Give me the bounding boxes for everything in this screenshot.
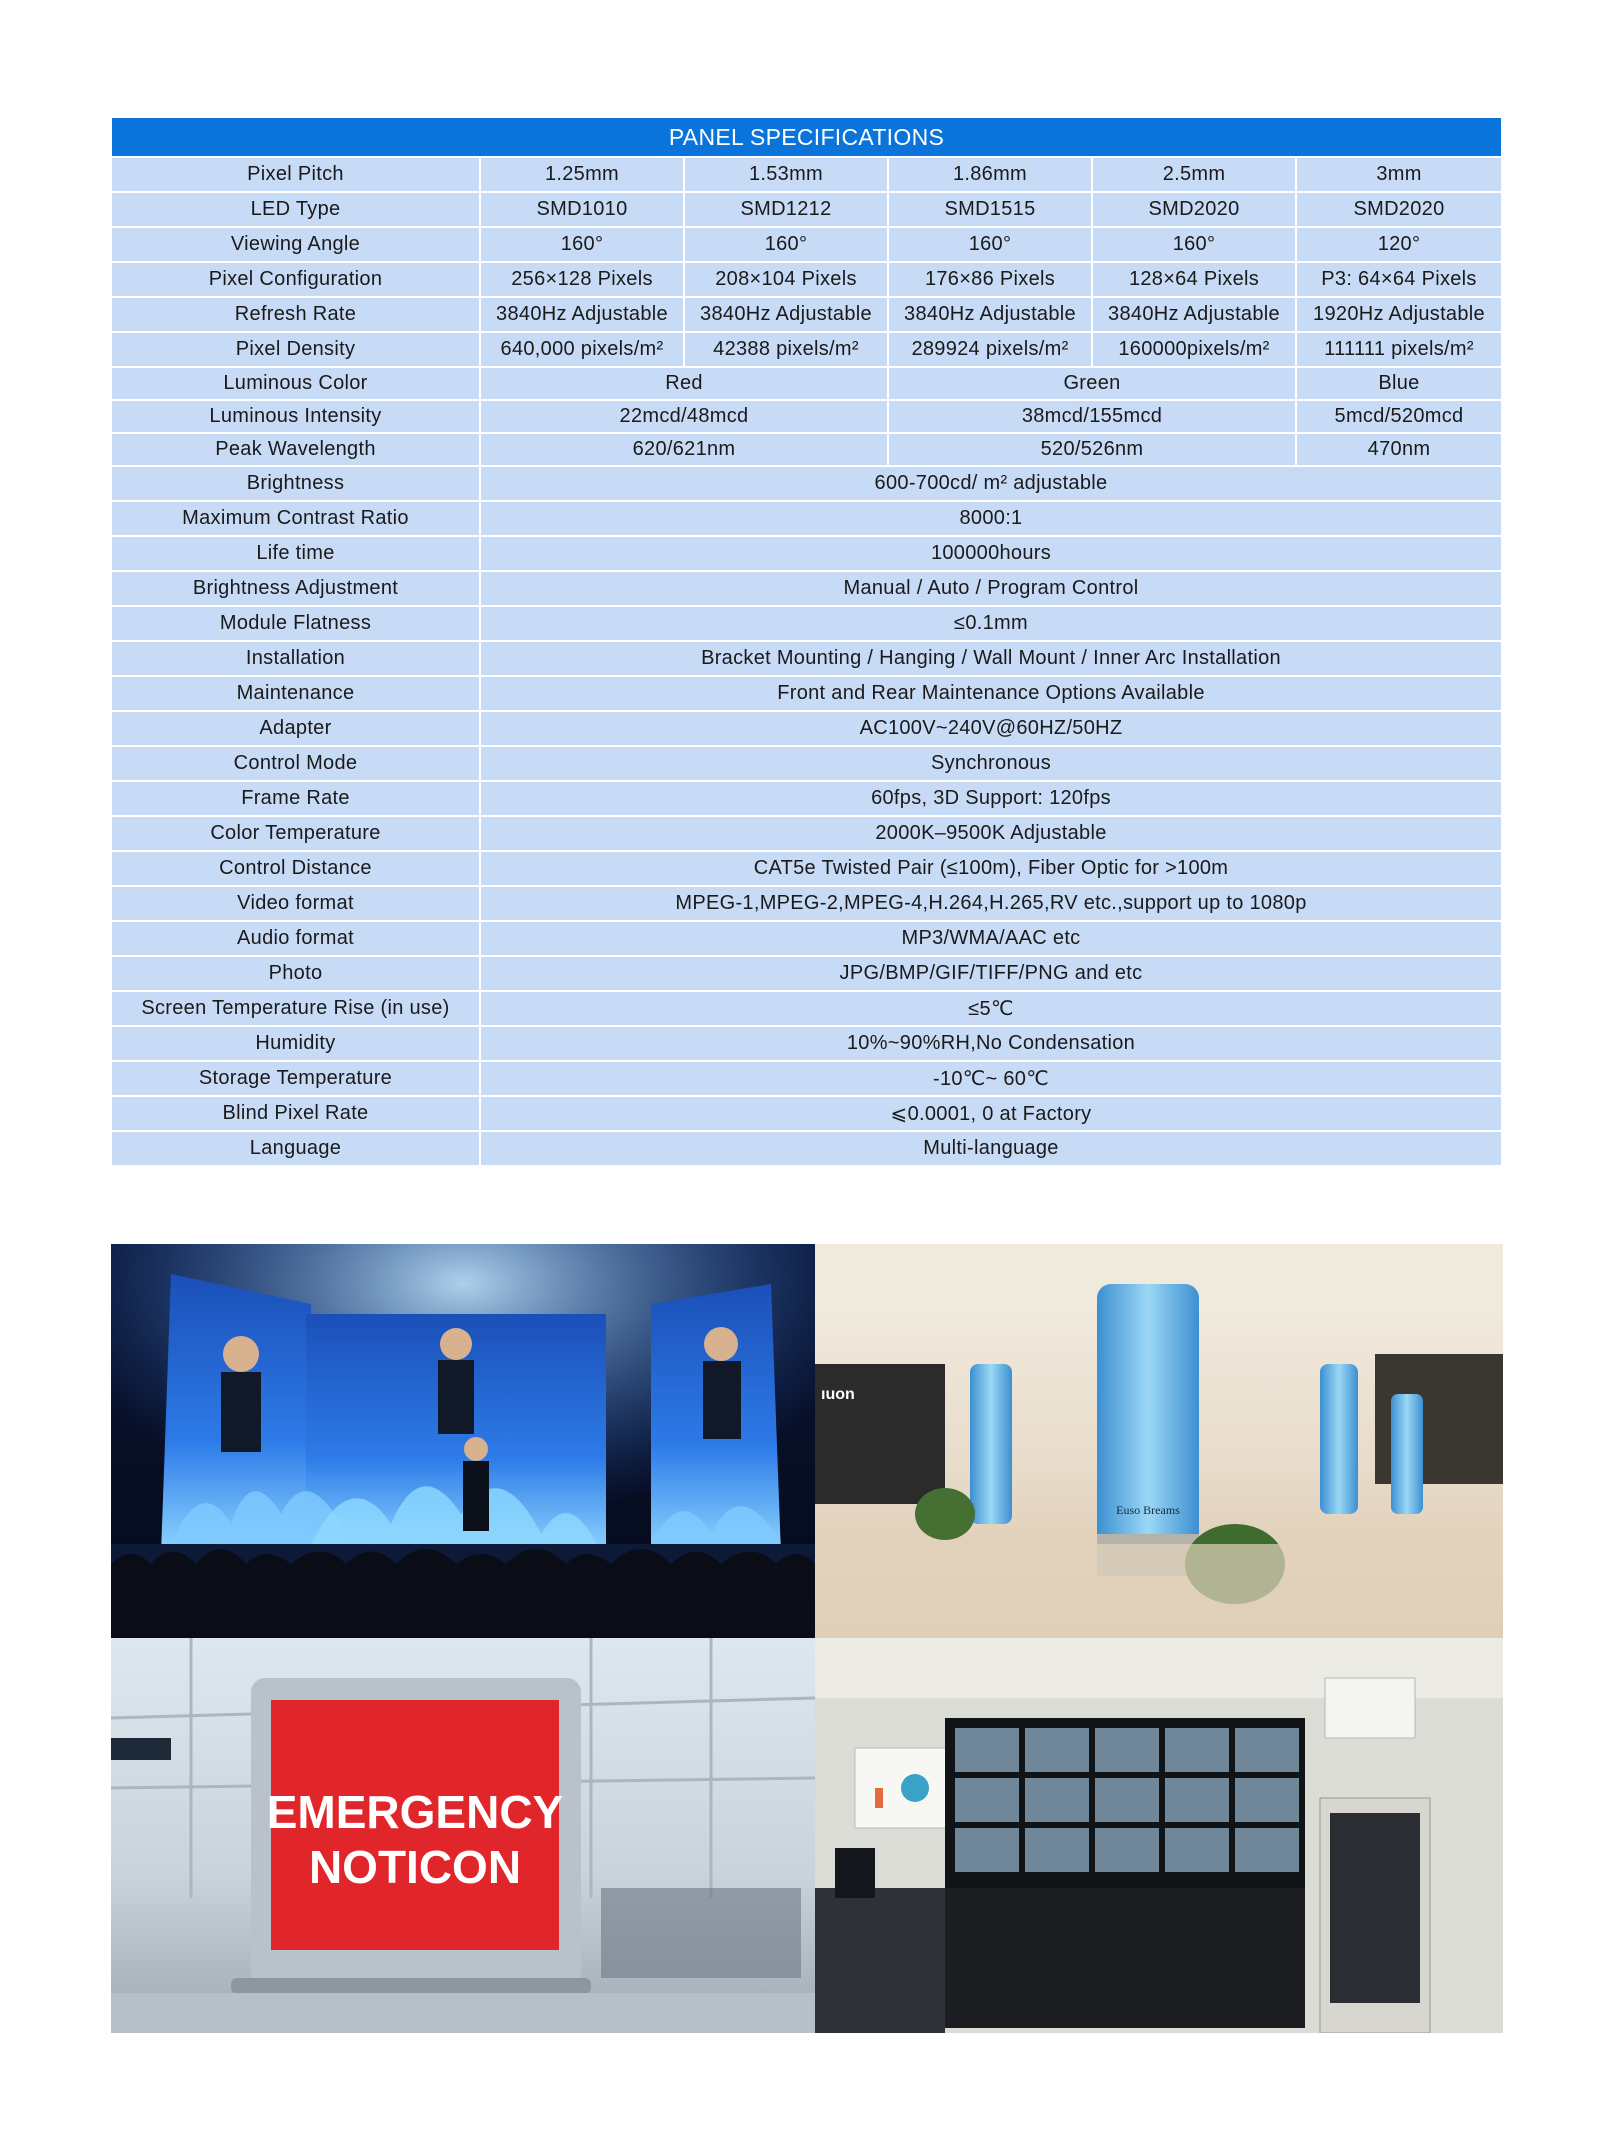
spec-value: SMD1212 — [684, 192, 888, 227]
spec-value: 160° — [888, 227, 1092, 262]
spec-value: P3: 64×64 Pixels — [1296, 262, 1502, 297]
shopping-mall-photo — [815, 1244, 1503, 1638]
spec-label: Storage Temperature — [111, 1061, 480, 1096]
application-gallery — [111, 1244, 1503, 2033]
spec-row-humidity — [111, 1026, 1502, 1061]
spec-row-storage-temperature — [111, 1061, 1502, 1096]
emergency-sign-line2: NOTICON — [308, 1841, 522, 1893]
spec-value: 60fps, 3D Support: 120fps — [480, 781, 1502, 816]
spec-value: 3mm — [1296, 157, 1502, 192]
spec-label: Maintenance — [111, 676, 480, 711]
spec-row-video-format — [111, 886, 1502, 921]
spec-value: Front and Rear Maintenance Options Available — [480, 676, 1502, 711]
spec-value: SMD2020 — [1296, 192, 1502, 227]
spec-value: Green — [888, 367, 1296, 400]
spec-value: 160° — [480, 227, 684, 262]
spec-label: LED Type — [111, 192, 480, 227]
spec-label: Screen Temperature Rise (in use) — [111, 991, 480, 1026]
spec-row-peak-wavelength — [111, 433, 1502, 466]
spec-value: 3840Hz Adjustable — [480, 297, 684, 332]
spec-label: Photo — [111, 956, 480, 991]
spec-row-luminous-color — [111, 367, 1502, 400]
spec-value: 256×128 Pixels — [480, 262, 684, 297]
spec-value: 2000K–9500K Adjustable — [480, 816, 1502, 851]
panel-specifications-table — [110, 116, 1503, 1167]
spec-row-maintenance — [111, 676, 1502, 711]
spec-value: Multi-language — [480, 1131, 1502, 1166]
spec-value: 160000pixels/m² — [1092, 332, 1296, 367]
concert-stage-illustration — [111, 1244, 815, 1638]
spec-value: Bracket Mounting / Hanging / Wall Mount / Inner Arc Installation — [480, 641, 1502, 676]
spec-value: MP3/WMA/AAC etc — [480, 921, 1502, 956]
airport-emergency-sign-photo — [111, 1638, 815, 2033]
spec-value: 120° — [1296, 227, 1502, 262]
spec-label: Pixel Configuration — [111, 262, 480, 297]
spec-value: 128×64 Pixels — [1092, 262, 1296, 297]
spec-value: 8000:1 — [480, 501, 1502, 536]
spec-value: 100000hours — [480, 536, 1502, 571]
mall-storefront-text: ıuon — [821, 1386, 855, 1403]
spec-value: -10℃~ 60℃ — [480, 1061, 1502, 1096]
spec-label: Maximum Contrast Ratio — [111, 501, 480, 536]
spec-value: JPG/BMP/GIF/TIFF/PNG and etc — [480, 956, 1502, 991]
spec-label: Language — [111, 1131, 480, 1166]
spec-value: ≤5℃ — [480, 991, 1502, 1026]
spec-label: Color Temperature — [111, 816, 480, 851]
mall-pillar-brand: Euso Breams — [1116, 1503, 1180, 1517]
spec-value: 1920Hz Adjustable — [1296, 297, 1502, 332]
spec-value: 111111 pixels/m² — [1296, 332, 1502, 367]
spec-value: 3840Hz Adjustable — [684, 297, 888, 332]
spec-value: Red — [480, 367, 888, 400]
spec-row-maximum-contrast-ratio — [111, 501, 1502, 536]
spec-value: 160° — [684, 227, 888, 262]
spec-row-viewing-angle — [111, 227, 1502, 262]
spec-value: 520/526nm — [888, 433, 1296, 466]
spec-value: 38mcd/155mcd — [888, 400, 1296, 433]
spec-row-control-mode — [111, 746, 1502, 781]
spec-row-life-time — [111, 536, 1502, 571]
spec-value: MPEG-1,MPEG-2,MPEG-4,H.264,H.265,RV etc.,support up to 1080p — [480, 886, 1502, 921]
spec-value: Blue — [1296, 367, 1502, 400]
spec-value: SMD1515 — [888, 192, 1092, 227]
spec-label: Installation — [111, 641, 480, 676]
spec-label: Peak Wavelength — [111, 433, 480, 466]
spec-row-refresh-rate — [111, 297, 1502, 332]
spec-row-pixel-configuration — [111, 262, 1502, 297]
spec-label: Audio format — [111, 921, 480, 956]
table-title: PANEL SPECIFICATIONS — [111, 117, 1502, 157]
spec-row-screen-temperature-rise-in-use — [111, 991, 1502, 1026]
spec-value: 176×86 Pixels — [888, 262, 1092, 297]
spec-row-adapter — [111, 711, 1502, 746]
spec-row-audio-format — [111, 921, 1502, 956]
spec-value: 600-700cd/ m² adjustable — [480, 466, 1502, 501]
spec-label: Control Distance — [111, 851, 480, 886]
spec-row-led-type — [111, 192, 1502, 227]
spec-label: Video format — [111, 886, 480, 921]
spec-row-blind-pixel-rate — [111, 1096, 1502, 1131]
spec-label: Frame Rate — [111, 781, 480, 816]
spec-label: Brightness — [111, 466, 480, 501]
emergency-sign-line1: EMERGENCY — [266, 1786, 564, 1838]
spec-value: 2.5mm — [1092, 157, 1296, 192]
spec-label: Life time — [111, 536, 480, 571]
airport-emergency-sign-illustration — [111, 1638, 815, 2033]
spec-label: Brightness Adjustment — [111, 571, 480, 606]
spec-row-control-distance — [111, 851, 1502, 886]
spec-value: 22mcd/48mcd — [480, 400, 888, 433]
control-room-video-wall-photo — [815, 1638, 1503, 2033]
spec-row-color-temperature — [111, 816, 1502, 851]
concert-stage-photo — [111, 1244, 815, 1638]
spec-value: SMD1010 — [480, 192, 684, 227]
spec-value: 3840Hz Adjustable — [1092, 297, 1296, 332]
spec-table-body — [111, 117, 1502, 1166]
spec-label: Viewing Angle — [111, 227, 480, 262]
spec-value: 3840Hz Adjustable — [888, 297, 1092, 332]
shopping-mall-illustration — [815, 1244, 1503, 1638]
spec-value: SMD2020 — [1092, 192, 1296, 227]
spec-label: Module Flatness — [111, 606, 480, 641]
spec-row-pixel-density — [111, 332, 1502, 367]
control-room-illustration — [815, 1638, 1503, 2033]
spec-label: Refresh Rate — [111, 297, 480, 332]
spec-row-photo — [111, 956, 1502, 991]
spec-value: 620/621nm — [480, 433, 888, 466]
table-header-row — [111, 117, 1502, 157]
spec-row-language — [111, 1131, 1502, 1166]
spec-value: 470nm — [1296, 433, 1502, 466]
spec-row-frame-rate — [111, 781, 1502, 816]
spec-row-module-flatness — [111, 606, 1502, 641]
spec-label: Control Mode — [111, 746, 480, 781]
spec-label: Luminous Color — [111, 367, 480, 400]
spec-value: Manual / Auto / Program Control — [480, 571, 1502, 606]
spec-value: 208×104 Pixels — [684, 262, 888, 297]
spec-value: ⩽0.0001, 0 at Factory — [480, 1096, 1502, 1131]
spec-label: Blind Pixel Rate — [111, 1096, 480, 1131]
spec-value: 289924 pixels/m² — [888, 332, 1092, 367]
spec-value: CAT5e Twisted Pair (≤100m), Fiber Optic for >100m — [480, 851, 1502, 886]
spec-value: 160° — [1092, 227, 1296, 262]
spec-value: 42388 pixels/m² — [684, 332, 888, 367]
spec-row-pixel-pitch — [111, 157, 1502, 192]
spec-label: Pixel Density — [111, 332, 480, 367]
spec-value: 640,000 pixels/m² — [480, 332, 684, 367]
spec-row-brightness-adjustment — [111, 571, 1502, 606]
spec-label: Adapter — [111, 711, 480, 746]
spec-value: 1.25mm — [480, 157, 684, 192]
spec-value: 5mcd/520mcd — [1296, 400, 1502, 433]
spec-value: ≤0.1mm — [480, 606, 1502, 641]
spec-row-luminous-intensity — [111, 400, 1502, 433]
spec-label: Pixel Pitch — [111, 157, 480, 192]
spec-row-brightness — [111, 466, 1502, 501]
spec-value: AC100V~240V@60HZ/50HZ — [480, 711, 1502, 746]
spec-label: Luminous Intensity — [111, 400, 480, 433]
spec-label: Humidity — [111, 1026, 480, 1061]
spec-value: 1.86mm — [888, 157, 1092, 192]
spec-value: 10%~90%RH,No Condensation — [480, 1026, 1502, 1061]
spec-value: Synchronous — [480, 746, 1502, 781]
spec-row-installation — [111, 641, 1502, 676]
spec-value: 1.53mm — [684, 157, 888, 192]
